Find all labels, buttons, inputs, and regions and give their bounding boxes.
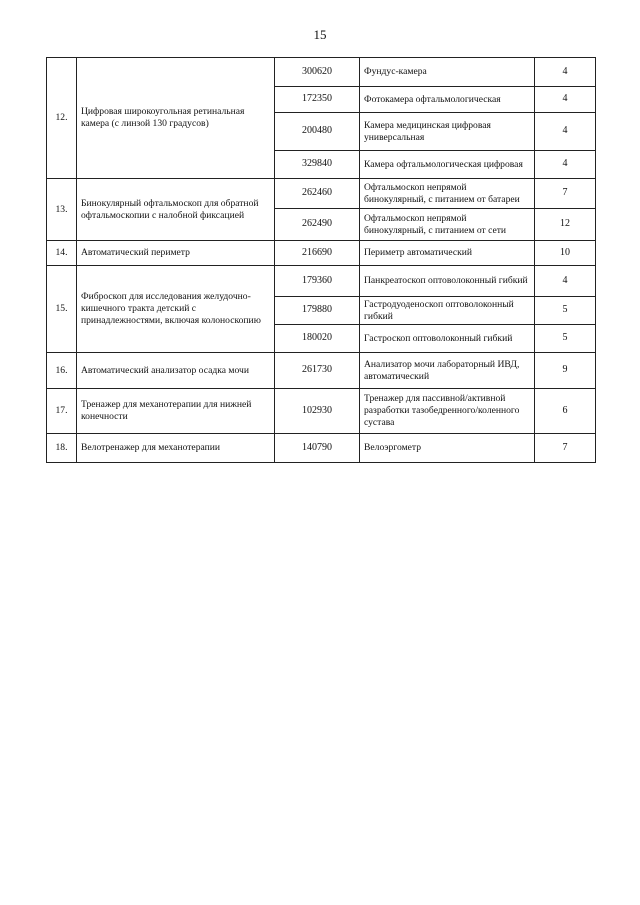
device-name: Велотренажер для механотерапии xyxy=(77,434,275,463)
equipment-type: Офтальмоскоп непрямой бинокулярный, с питанием от батареи xyxy=(360,179,535,209)
quantity: 4 xyxy=(535,113,596,151)
equipment-type: Гастродуоденоскоп оптоволоконный гибкий xyxy=(360,297,535,325)
quantity: 7 xyxy=(535,434,596,463)
quantity: 4 xyxy=(535,151,596,179)
table-row xyxy=(47,58,596,87)
device-name: Тренажер для механотерапии для нижней конечности xyxy=(77,389,275,434)
type-code: 102930 xyxy=(275,389,360,434)
equipment-type: Офтальмоскоп непрямой бинокулярный, с питанием от сети xyxy=(360,209,535,241)
type-code: 140790 xyxy=(275,434,360,463)
type-code: 179880 xyxy=(275,297,360,325)
quantity: 9 xyxy=(535,353,596,389)
quantity: 6 xyxy=(535,389,596,434)
type-code: 200480 xyxy=(275,113,360,151)
row-number: 13. xyxy=(47,179,77,241)
row-number: 12. xyxy=(47,58,77,179)
type-code: 261730 xyxy=(275,353,360,389)
device-name: Фиброскоп для исследования желудочно-кишечного тракта детский с принадлежностями, включая колоноскопию xyxy=(77,266,275,353)
quantity: 10 xyxy=(535,241,596,266)
device-name: Бинокулярный офтальмоскоп для обратной офтальмоскопии с налобной фиксацией xyxy=(77,179,275,241)
equipment-type: Анализатор мочи лабораторный ИВД, автоматический xyxy=(360,353,535,389)
quantity: 4 xyxy=(535,87,596,113)
equipment-type: Камера офтальмологическая цифровая xyxy=(360,151,535,179)
table-row xyxy=(47,353,596,389)
row-number: 16. xyxy=(47,353,77,389)
table-row xyxy=(47,179,596,209)
device-name: Автоматический анализатор осадка мочи xyxy=(77,353,275,389)
device-name: Автоматический периметр xyxy=(77,241,275,266)
equipment-type: Фундус-камера xyxy=(360,58,535,87)
table-row xyxy=(47,241,596,266)
equipment-table xyxy=(46,57,596,463)
equipment-type: Панкреатоскоп оптоволоконный гибкий xyxy=(360,266,535,297)
quantity: 5 xyxy=(535,297,596,325)
equipment-type: Камера медицинская цифровая универсальная xyxy=(360,113,535,151)
type-code: 216690 xyxy=(275,241,360,266)
quantity: 12 xyxy=(535,209,596,241)
quantity: 4 xyxy=(535,58,596,87)
table-row xyxy=(47,266,596,297)
table-row xyxy=(47,389,596,434)
equipment-type: Периметр автоматический xyxy=(360,241,535,266)
type-code: 300620 xyxy=(275,58,360,87)
quantity: 5 xyxy=(535,325,596,353)
quantity: 7 xyxy=(535,179,596,209)
equipment-type: Тренажер для пассивной/активной разработки тазобедренного/коленного сустава xyxy=(360,389,535,434)
type-code: 172350 xyxy=(275,87,360,113)
equipment-type: Велоэргометр xyxy=(360,434,535,463)
equipment-type: Гастроскоп оптоволоконный гибкий xyxy=(360,325,535,353)
type-code: 180020 xyxy=(275,325,360,353)
type-code: 262490 xyxy=(275,209,360,241)
row-number: 15. xyxy=(47,266,77,353)
quantity: 4 xyxy=(535,266,596,297)
type-code: 262460 xyxy=(275,179,360,209)
table-row xyxy=(47,434,596,463)
row-number: 18. xyxy=(47,434,77,463)
type-code: 329840 xyxy=(275,151,360,179)
equipment-type: Фотокамера офтальмологическая xyxy=(360,87,535,113)
device-name: Цифровая широкоугольная ретинальная камера (с линзой 130 градусов) xyxy=(77,58,275,179)
type-code: 179360 xyxy=(275,266,360,297)
page-number: 15 xyxy=(313,27,327,42)
row-number: 14. xyxy=(47,241,77,266)
row-number: 17. xyxy=(47,389,77,434)
